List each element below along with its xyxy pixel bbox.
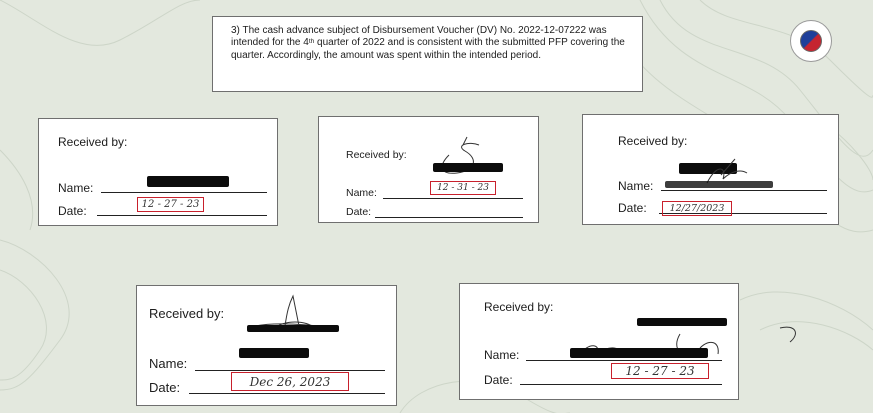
receipt-card-5 — [459, 283, 739, 400]
date-value: 12 - 27 - 23 — [137, 197, 204, 212]
receipt-card-4 — [136, 285, 397, 406]
redacted-name — [570, 348, 708, 358]
redacted-name — [239, 348, 309, 358]
redacted-signature — [433, 163, 503, 172]
name-line — [101, 192, 267, 193]
name-label: Name: — [618, 179, 654, 193]
name-line — [526, 360, 722, 361]
redacted-name — [665, 181, 773, 188]
house-of-representatives-seal-icon — [790, 20, 832, 62]
receipt-card-2 — [318, 116, 539, 223]
date-value: 12 - 27 - 23 — [611, 363, 709, 379]
receipt-card-1 — [38, 118, 278, 226]
date-label: Date: — [484, 373, 513, 387]
explanation-note — [212, 16, 643, 92]
name-line — [383, 198, 523, 199]
date-line — [520, 384, 722, 385]
name-label: Name: — [346, 187, 377, 199]
note-text-continued: quarter of 2022 and is consistent with the submitted PFP covering the quarter. Accordingly, the amount was spent within the intended period. — [231, 37, 625, 61]
name-label: Name: — [58, 181, 94, 195]
received-by-label: Received by: — [58, 135, 128, 149]
date-value: Dec 26, 2023 — [231, 372, 349, 391]
date-label: Date: — [149, 380, 181, 395]
name-label: Name: — [149, 356, 188, 371]
date-line — [375, 217, 523, 218]
name-label: Name: — [484, 348, 520, 362]
redacted-signature — [247, 325, 339, 332]
received-by-label: Received by: — [149, 306, 225, 321]
date-label: Date: — [346, 206, 372, 218]
date-value: 12/27/2023 — [662, 201, 732, 216]
receipt-card-3 — [582, 114, 839, 225]
signature-mark — [570, 314, 740, 366]
name-line — [661, 190, 827, 191]
date-label: Date: — [58, 204, 87, 218]
name-line — [195, 370, 385, 371]
date-line — [189, 393, 385, 394]
date-value: 12 - 31 - 23 — [430, 181, 496, 195]
date-label: Date: — [618, 201, 647, 215]
received-by-label: Received by: — [618, 134, 688, 148]
received-by-label: Received by: — [346, 149, 407, 161]
note-text: 3) The cash advance subject of Disbursement Voucher (DV) No. 2022-12-07222 was intended for the 4 — [231, 25, 607, 49]
received-by-label: Received by: — [484, 300, 554, 314]
redacted-name — [147, 176, 229, 187]
note-superscript: th — [308, 38, 315, 46]
date-line — [97, 215, 267, 216]
